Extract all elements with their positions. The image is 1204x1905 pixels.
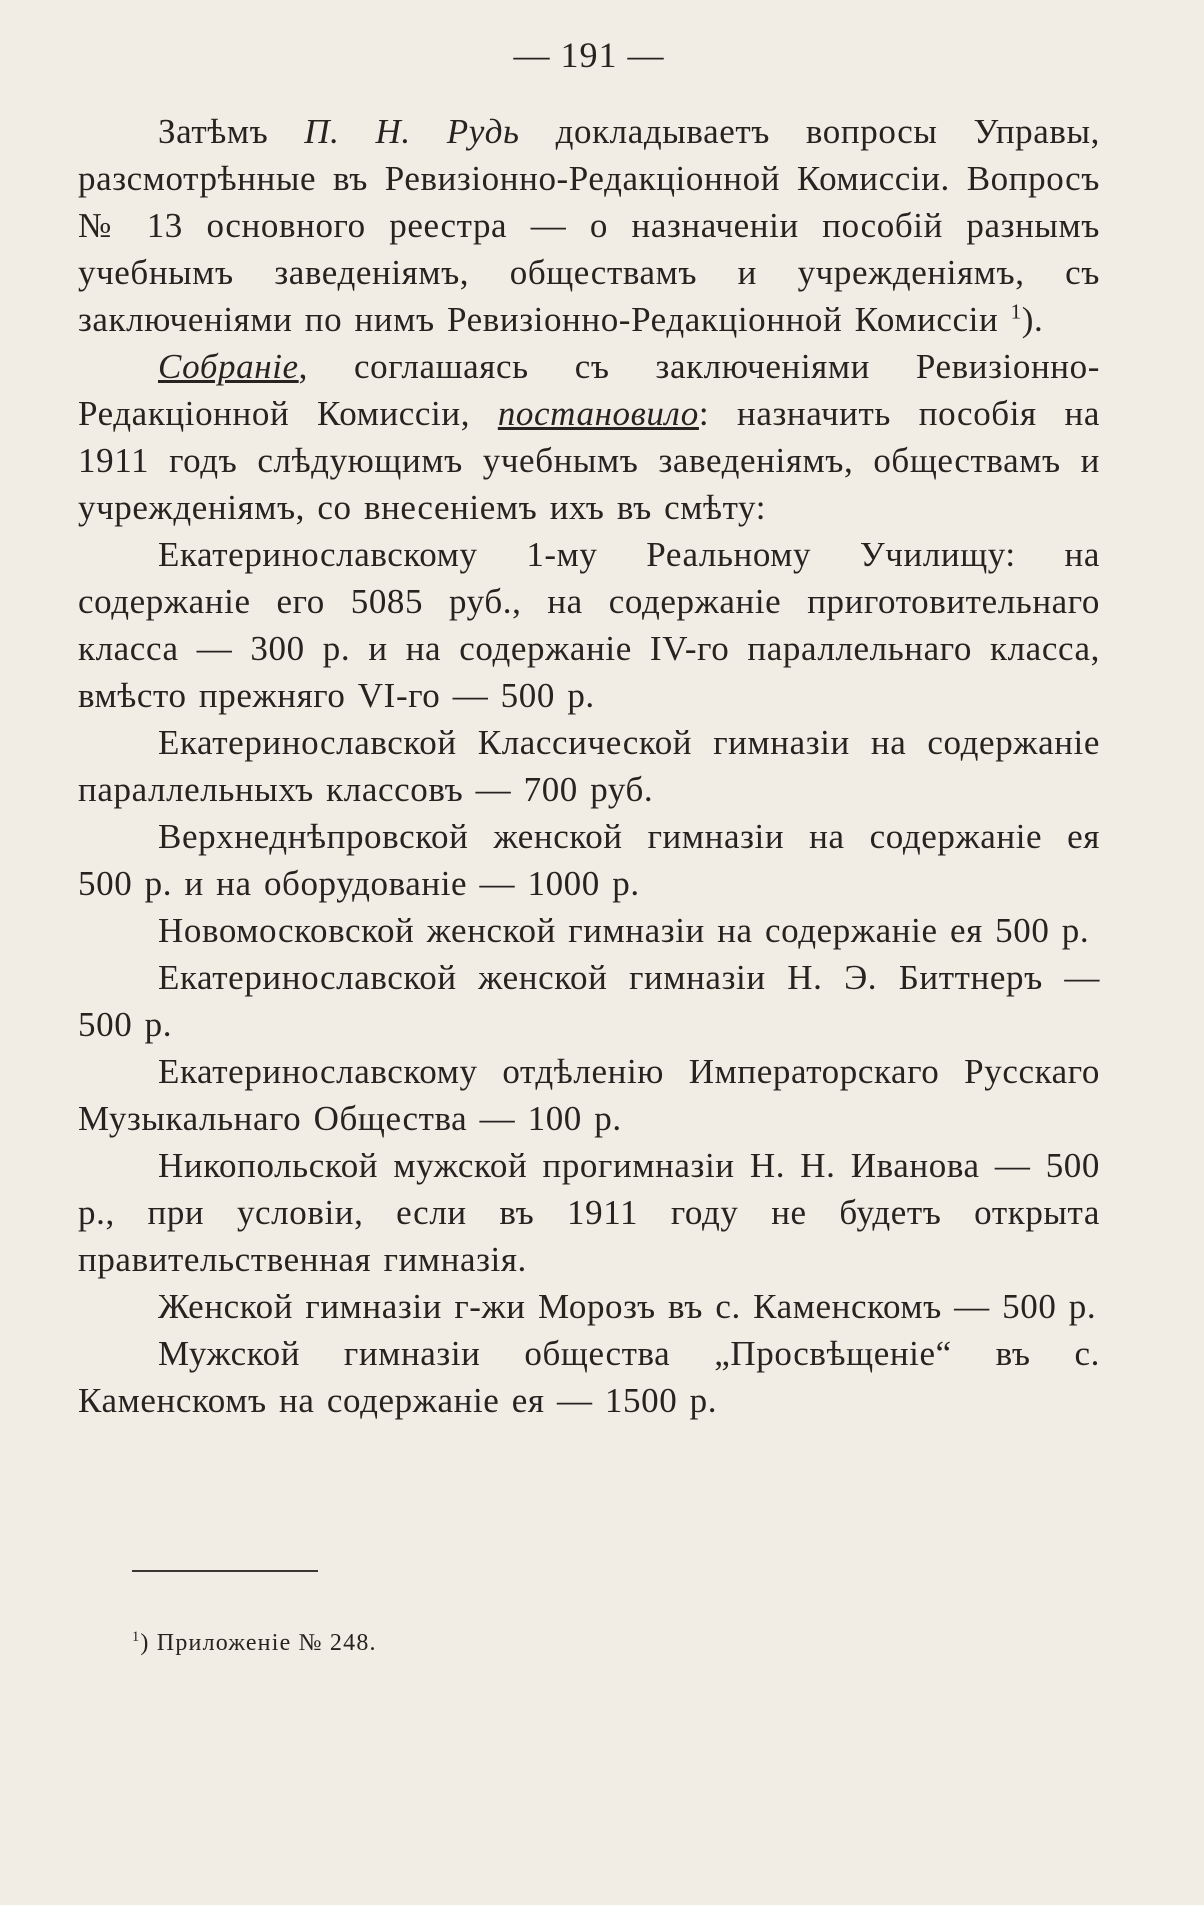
paragraph-7: Екатеринославской женской гимназіи Н. Э. Биттнеръ — 500 р. [78, 958, 1100, 1044]
page-number: — 191 — [513, 35, 665, 75]
paragraph-5: Верхнеднѣпровской женской гимназіи на содержаніе ея 500 р. и на оборудованіе — 1000 р. [78, 817, 1100, 903]
paragraph-2 [78, 343, 1100, 531]
text-run: , соглашаясь съ заключеніями Ревизіонно-Редакціонной Комиссіи, [78, 347, 1100, 433]
emphasis-sobranie: Собраніе [158, 347, 299, 386]
paragraph-4: Екатеринославской Классической гимназіи на содержаніе параллельныхъ классовъ — 700 руб. [78, 723, 1100, 809]
paragraph-8: Екатеринославскому отдѣленію Императорскаго Русскаго Музыкальнаго Общества — 100 р. [78, 1052, 1100, 1138]
text-run: : назначить пособія на 1911 годъ слѣдующимъ учебнымъ заведеніямъ, обществамъ и учрежденіямъ, со внесеніемъ ихъ въ смѣту: [78, 394, 1100, 527]
document-page [78, 34, 1100, 1884]
paragraph-11: Мужской гимназіи общества „Просвѣщеніе“ въ с. Каменскомъ на содержаніе ея — 1500 р. [78, 1334, 1100, 1420]
footnote-divider [132, 1570, 318, 1572]
paragraph-3: Екатеринославскому 1-му Реальному Училищу: на содержаніе его 5085 руб., на содержаніе приготовительнаго класса — 300 р. и на содержаніе IV-го параллельнаго класса, вмѣсто прежняго VI-го — 500 р. [78, 535, 1100, 715]
body-text [78, 108, 1100, 1424]
paragraph-9: Никопольской мужской прогимназіи Н. Н. Иванова — 500 р., при условіи, если въ 1911 году не будетъ открыта правительственная гимназія. [78, 1146, 1100, 1279]
footnote-ref: 1 [1010, 299, 1022, 324]
paragraph-1 [78, 108, 1100, 343]
footnote [132, 1630, 377, 1657]
speaker-name: П. Н. Рудь [304, 112, 520, 151]
paragraph-10: Женской гимназіи г-жи Морозъ въ с. Каменскомъ — 500 р. [158, 1287, 1097, 1326]
text-run: Затѣмъ [158, 112, 305, 151]
footnote-marker: 1 [132, 1629, 141, 1645]
text-run: докладываетъ вопросы Управы, разсмотрѣнные въ Ревизіонно-Редакціонной Комиссіи. Вопросъ № 13 основного реестра — о назначеніи пособій разнымъ учебнымъ заведеніямъ, обществамъ и учрежденіямъ, съ заключеніями по нимъ Ревизіонно-Редакціонной Комиссіи [78, 112, 1100, 339]
emphasis-postanovilo: постановило [497, 394, 699, 433]
text-run: ). [1021, 300, 1044, 339]
paragraph-6: Новомосковской женской гимназіи на содержаніе ея 500 р. [158, 911, 1090, 950]
footnote-text: ) Приложеніе № 248. [140, 1630, 377, 1656]
